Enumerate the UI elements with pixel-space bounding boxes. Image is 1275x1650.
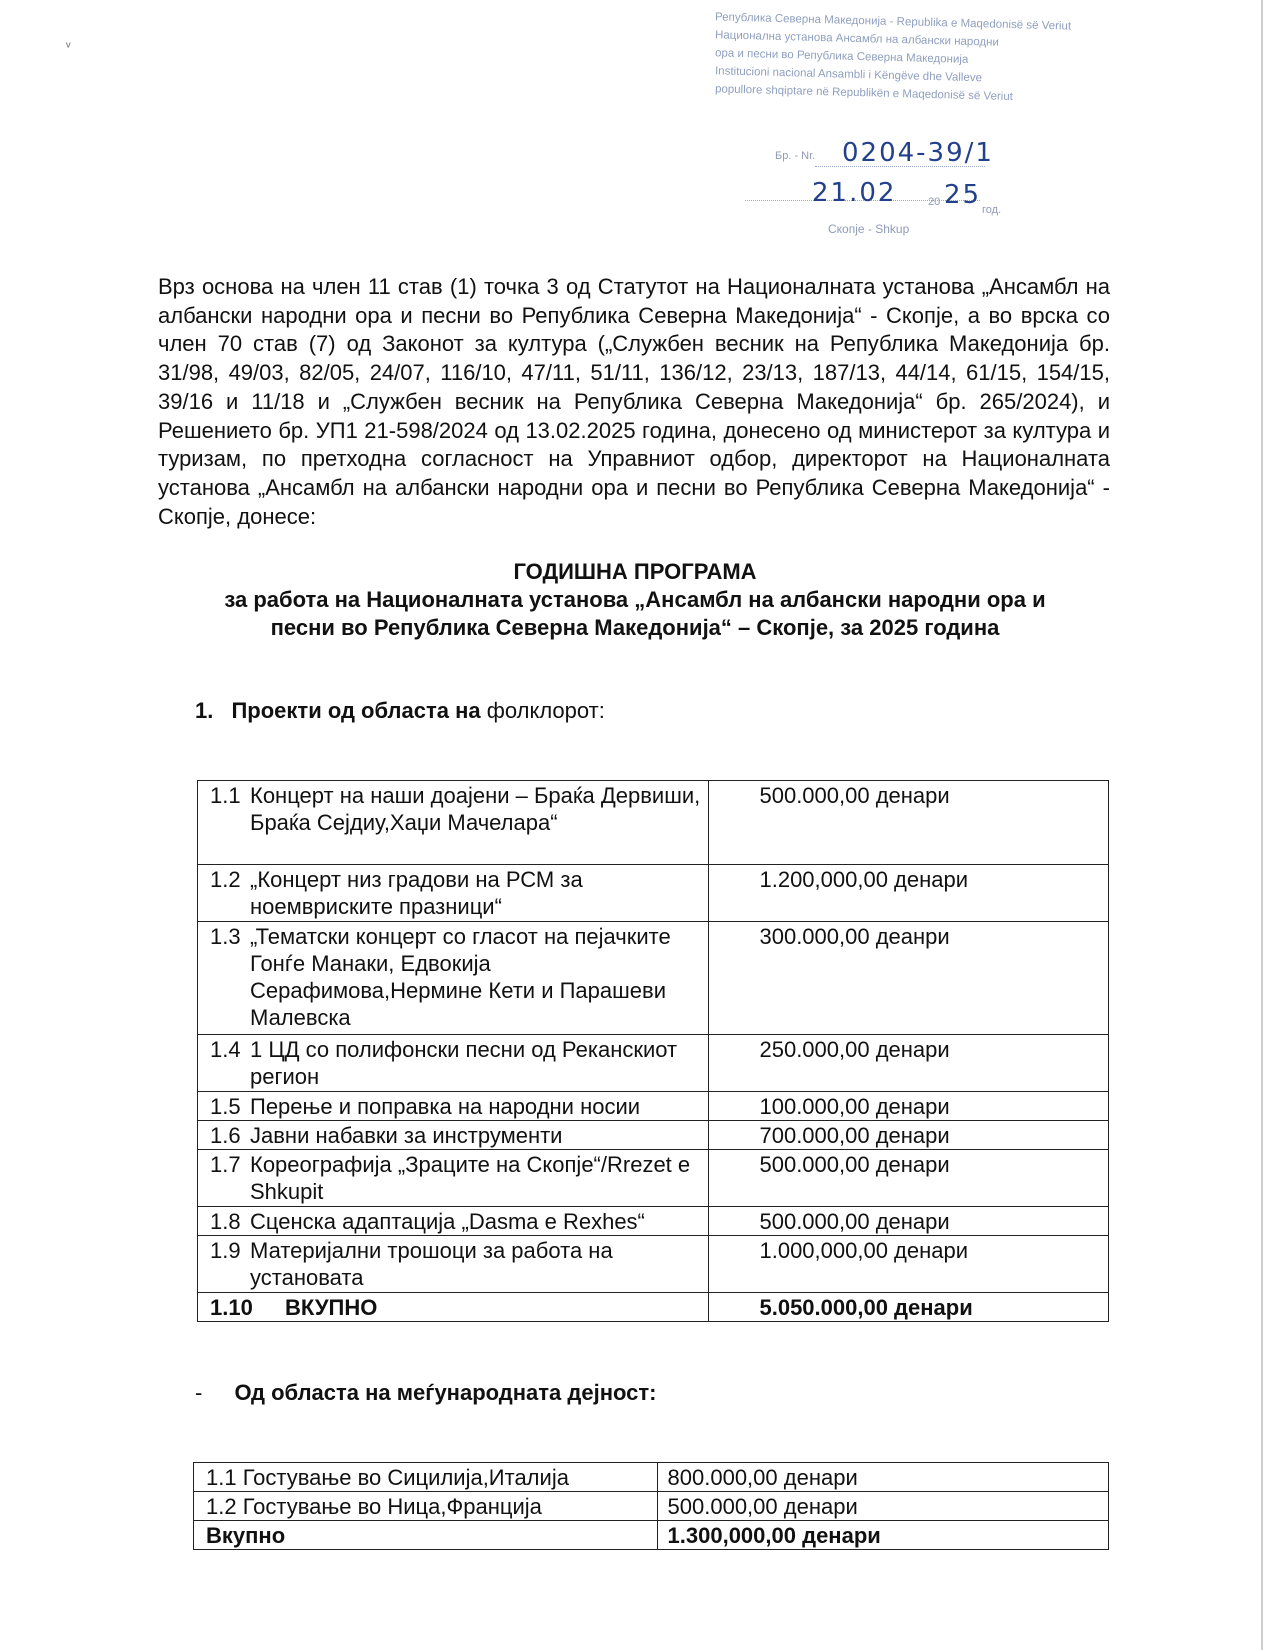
folklore-projects-table bbox=[197, 780, 1109, 1322]
amount-cell: 500.000,00 денари bbox=[657, 1492, 1108, 1521]
section-2-heading-text: Од областа на меѓународната дејност: bbox=[234, 1380, 657, 1405]
project-cell bbox=[198, 865, 709, 922]
total-amount-cell: 5.050.000,00 денари bbox=[709, 1293, 1109, 1322]
total-row bbox=[198, 1293, 1109, 1322]
table-row bbox=[198, 1035, 1109, 1092]
table-row bbox=[198, 865, 1109, 922]
stamp-date-year-prefix: 20 bbox=[928, 196, 941, 208]
project-cell bbox=[198, 1207, 709, 1236]
table-row bbox=[198, 1092, 1109, 1121]
project-cell bbox=[198, 1236, 709, 1293]
project-cell bbox=[198, 1121, 709, 1150]
stamp-line: Национална установа Ансамбл на албански народни bbox=[714, 29, 1000, 49]
row-label: Кореографија „Зраците на Скопје“/Rrezet e Shkupit bbox=[250, 1152, 691, 1204]
row-number: 1.3 bbox=[210, 924, 241, 949]
row-number: 1.9 bbox=[210, 1238, 241, 1263]
table-row bbox=[194, 1492, 1109, 1521]
total-label: ВКУПНО bbox=[285, 1295, 378, 1320]
row-label: 1 ЦД со полифонски песни од Реканскиот регион bbox=[250, 1037, 678, 1089]
row-number: 1.1 bbox=[210, 783, 241, 808]
table-row bbox=[198, 922, 1109, 1035]
section-1-heading bbox=[195, 698, 605, 724]
total-label-cell: Вкупно bbox=[194, 1521, 658, 1550]
scan-speck: ᵛ bbox=[66, 38, 71, 54]
row-number: 1.7 bbox=[210, 1152, 241, 1177]
row-label: „Тематски концерт со гласот на пејачките Гонѓе Манаки, Едвокија Серафимова,Нермине Кети и Парашеви Малевска bbox=[250, 924, 671, 1030]
amount-cell: 1.200,000,00 денари bbox=[709, 865, 1109, 922]
table-row bbox=[198, 1207, 1109, 1236]
stamp-date-day: 21.02 bbox=[812, 178, 897, 208]
stamp-line: Institucioni nacional Ansambli i Këngëve dhe Valleve bbox=[714, 65, 983, 85]
row-label: Перење и поправка на народни носии bbox=[250, 1094, 641, 1119]
amount-cell: 500.000,00 денари bbox=[709, 1207, 1109, 1236]
row-label: „Концерт низ градови на РСМ за ноемвриските празници“ bbox=[250, 867, 583, 919]
total-row bbox=[194, 1521, 1109, 1550]
amount-cell: 500.000,00 денари bbox=[709, 781, 1109, 865]
stamp-city: Скопје - Shkup bbox=[828, 222, 910, 236]
section-1-heading-bold: Проекти од областа на bbox=[231, 698, 481, 723]
project-cell bbox=[198, 1150, 709, 1207]
stamp-date-suffix: год. bbox=[982, 204, 1002, 216]
section-1-heading-rest: фолклорот: bbox=[486, 698, 605, 723]
table-row bbox=[198, 1150, 1109, 1207]
row-number: 1.10 bbox=[210, 1295, 253, 1320]
document-title: ГОДИШНА ПРОГРАМА bbox=[513, 559, 757, 584]
amount-cell: 250.000,00 денари bbox=[709, 1035, 1109, 1092]
stamp-line: popullore shqiptare në Republikën e Maqedonisë së Veriut bbox=[714, 83, 1014, 104]
stamp-reg-label: Бр. - Nr. bbox=[775, 150, 816, 162]
activity-cell: 1.2 Гостување во Ница,Франција bbox=[194, 1492, 658, 1521]
stamp-line: Република Северна Македонија - Republika e Maqedonisë së Veriut bbox=[714, 11, 1072, 33]
scan-edge bbox=[1261, 0, 1263, 1650]
amount-cell: 700.000,00 денари bbox=[709, 1121, 1109, 1150]
stamp-reg-number: 0204-39/1 bbox=[842, 138, 994, 168]
row-number: 1.4 bbox=[210, 1037, 241, 1062]
stamp-line: ора и песни во Република Северна Македонија bbox=[714, 47, 969, 66]
row-number: 1.6 bbox=[210, 1123, 241, 1148]
project-cell bbox=[198, 1092, 709, 1121]
table-row bbox=[194, 1463, 1109, 1492]
amount-cell: 300.000,00 деанри bbox=[709, 922, 1109, 1035]
row-number: 1.8 bbox=[210, 1209, 241, 1234]
table-row bbox=[198, 1236, 1109, 1293]
section-2-heading bbox=[195, 1380, 657, 1406]
row-number: 1.2 bbox=[210, 867, 241, 892]
document-subtitle-line: песни во Република Северна Македонија“ – Скопје, за 2025 година bbox=[270, 615, 1000, 640]
section-2-dash: - bbox=[195, 1380, 203, 1405]
amount-cell: 500.000,00 денари bbox=[709, 1150, 1109, 1207]
document-subtitle-line: за работа на Националната установа „Ансамбл на албански народни ора и bbox=[224, 587, 1046, 612]
international-activity-table bbox=[193, 1462, 1109, 1550]
section-1-number: 1. bbox=[195, 698, 214, 723]
total-label-cell bbox=[198, 1293, 709, 1322]
activity-cell: 1.1 Гостување во Сицилија,Италија bbox=[194, 1463, 658, 1492]
row-label: Јавни набавки за инструменти bbox=[250, 1123, 563, 1148]
table-row bbox=[198, 781, 1109, 865]
project-cell bbox=[198, 781, 709, 865]
row-number: 1.5 bbox=[210, 1094, 241, 1119]
stamp-date-year: 25 bbox=[944, 180, 982, 210]
project-cell bbox=[198, 922, 709, 1035]
row-label: Концерт на наши доајени – Браќа Дервиши, Браќа Сејдиу,Хаџи Мачелара“ bbox=[250, 783, 701, 835]
intro-paragraph: Врз основа на член 11 став (1) точка 3 од Статутот на Националната установа „Ансамбл на албански народни ора и песни во Република Северна Македонија“ - Скопје, а во врска со член 70 став (7) од Законот за култура („Службен весник на Република Македонија бр. 31/98, 49/03, 82/05, 24/07, 116/10, 47/11, 51/11, 136/12, 23/13, 187/13, 44/14, 61/15, 154/15, 39/16 и 11/18 и „Службен весник на Република Северна Македонија“ бр. 265/2024), и Решението бр. УП1 21-598/2024 од 13.02.2025 година, донесено од министерот за култура и туризам, по претходна согласност на Управниот одбор, директорот на Националната установа „Ансамбл на албански народни ора и песни во Република Северна Македонија“ - Скопје, донесе: bbox=[158, 274, 1110, 529]
row-label: Материјални трошоци за работа на установата bbox=[250, 1238, 613, 1290]
table-row bbox=[198, 1121, 1109, 1150]
project-cell bbox=[198, 1035, 709, 1092]
amount-cell: 1.000,000,00 денари bbox=[709, 1236, 1109, 1293]
amount-cell: 100.000,00 денари bbox=[709, 1092, 1109, 1121]
row-label: Сценска адаптација „Dasma e Rexhes“ bbox=[250, 1209, 645, 1234]
amount-cell: 800.000,00 денари bbox=[657, 1463, 1108, 1492]
total-amount-cell: 1.300,000,00 денари bbox=[657, 1521, 1108, 1550]
